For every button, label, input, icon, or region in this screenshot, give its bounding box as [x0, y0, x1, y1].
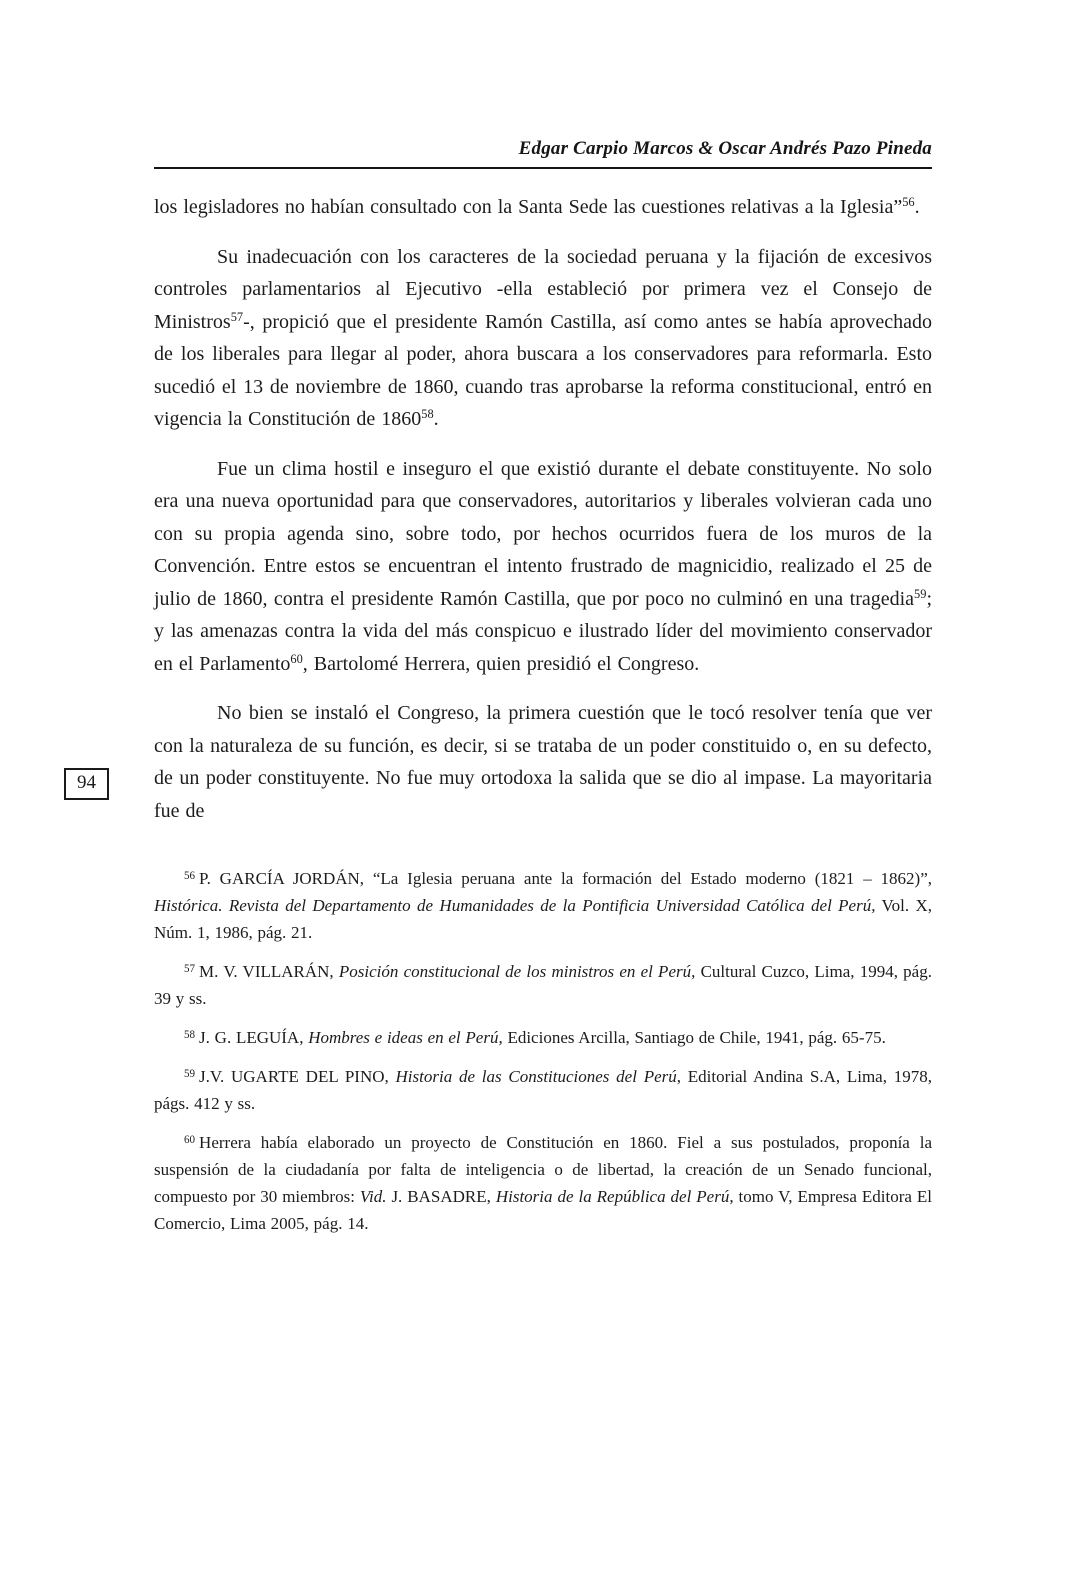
- footnote-marker: 58: [184, 1029, 196, 1042]
- text-run: Su inadecuación con los caracteres de la sociedad peruana y la fijación de excesivos controles parlamentarios al Ejecutivo -ella estableció por primera vez el Consejo de Ministros: [154, 245, 932, 333]
- paragraph-2: [154, 241, 932, 436]
- text-block: [154, 138, 932, 1249]
- italic-run: Histórica. Revista del Departamento de Humanidades de la Pontificia Universidad Católica del Perú,: [154, 896, 876, 915]
- footnote-60: [154, 1129, 932, 1237]
- text-run: Fue un clima hostil e inseguro el que existió durante el debate constituyente. No solo era una nueva oportunidad para que conservadores, autoritarios y liberales volvieran cada uno con su propia agenda sino, sobre todo, por hechos ocurridos fuera de los muros de la Convención. Entre estos se encuentran el intento frustrado de magnicidio, realizado el 25 de julio de 1860, contra el presidente Ramón Castilla, que por poco no culminó en una tragedia: [154, 457, 932, 610]
- text-run: , Editorial Andina S.A, Lima, 1978, págs. 412 y ss.: [154, 1067, 932, 1113]
- header-authors: Edgar Carpio Marcos & Oscar Andrés Pazo Pineda: [518, 138, 932, 159]
- italic-run: Posición constitucional de los ministros en el Perú,: [338, 962, 696, 981]
- header-rule: [154, 167, 932, 169]
- footnote-ref-59: 59: [914, 586, 927, 601]
- text-run: Cultural Cuzco, Lima, 1994, pág. 39 y ss.: [154, 962, 932, 1008]
- footnote-marker: 56: [184, 870, 196, 883]
- footnote-56: [154, 865, 932, 946]
- running-header: [154, 138, 932, 160]
- footnote-marker: 59: [184, 1068, 196, 1081]
- text-run: M. V. VILLARÁN,: [199, 962, 339, 981]
- text-run: .: [914, 196, 920, 218]
- paragraph-4: [154, 697, 932, 827]
- text-run: J.V. UGARTE DEL PINO,: [199, 1067, 396, 1086]
- italic-run: Historia de la República del Perú: [495, 1187, 730, 1206]
- text-run: , Bartolomé Herrera, quien presidió el Congreso.: [302, 652, 700, 675]
- text-run: No bien se instaló el Congreso, la primera cuestión que le tocó resolver tenía que ver con la naturaleza de su función, es decir, si se trataba de un poder constituido o, en su defecto, de un poder constituyente. No fue muy ortodoxa la salida que se dio al impase. La mayoritaria fue de: [154, 702, 932, 822]
- footnote-58: [154, 1024, 932, 1051]
- page-number-value: 94: [77, 772, 96, 793]
- text-run: J. BASADRE,: [386, 1187, 496, 1206]
- text-run: P. GARCÍA JORDÁN, “La Iglesia peruana ante la formación del Estado moderno (1821 – 1862)”,: [199, 869, 932, 888]
- paragraph-1: [154, 191, 932, 224]
- text-run: -, propició que el presidente Ramón Castilla, así como antes se había aprovechado de los liberales para llegar al poder, ahora buscara a los conservadores para reformarla. Esto sucedió el 13 de noviembre de 1860, cuando tras aprobarse la reforma constitucional, entró en vigencia la Constitución de 1860: [154, 310, 932, 430]
- footnotes-section: [154, 865, 932, 1237]
- footnote-ref-56: 56: [902, 195, 915, 210]
- footnote-ref-60: 60: [290, 651, 303, 666]
- italic-run: Vid.: [359, 1187, 387, 1206]
- text-run: Herrera había elaborado un proyecto de Constitución en 1860. Fiel a sus postulados, proponía la suspensión de la ciudadanía por falta de inteligencia o de libertad, la creación de un Senado funcional, compuesto por 30 miembros:: [154, 1133, 932, 1206]
- footnote-marker: 60: [184, 1134, 196, 1147]
- text-run: los legisladores no habían consultado con la Santa Sede las cuestiones relativas a la Iglesia”: [154, 196, 903, 218]
- footnote-ref-57: 57: [230, 309, 244, 324]
- footnote-marker: 57: [184, 963, 196, 976]
- text-run: J. G. LEGUÍA,: [199, 1028, 309, 1047]
- page-number: [64, 768, 109, 800]
- italic-run: Hombres e ideas en el Perú,: [308, 1028, 503, 1047]
- footnote-ref-58: 58: [421, 407, 434, 422]
- footnote-57: [154, 958, 932, 1012]
- paragraph-3: [154, 453, 932, 681]
- footnote-59: [154, 1063, 932, 1117]
- text-run: Vol. X, Núm. 1, 1986, pág. 21.: [154, 896, 932, 942]
- italic-run: Historia de las Constituciones del Perú: [395, 1067, 677, 1086]
- text-run: Ediciones Arcilla, Santiago de Chile, 1941, pág. 65-75.: [502, 1028, 886, 1047]
- text-run: ; y las amenazas contra la vida del más conspicuo e ilustrado líder del movimiento conservador en el Parlamento: [154, 587, 932, 675]
- text-run: .: [433, 408, 439, 430]
- text-run: , tomo V, Empresa Editora El Comercio, Lima 2005, pág. 14.: [154, 1187, 932, 1233]
